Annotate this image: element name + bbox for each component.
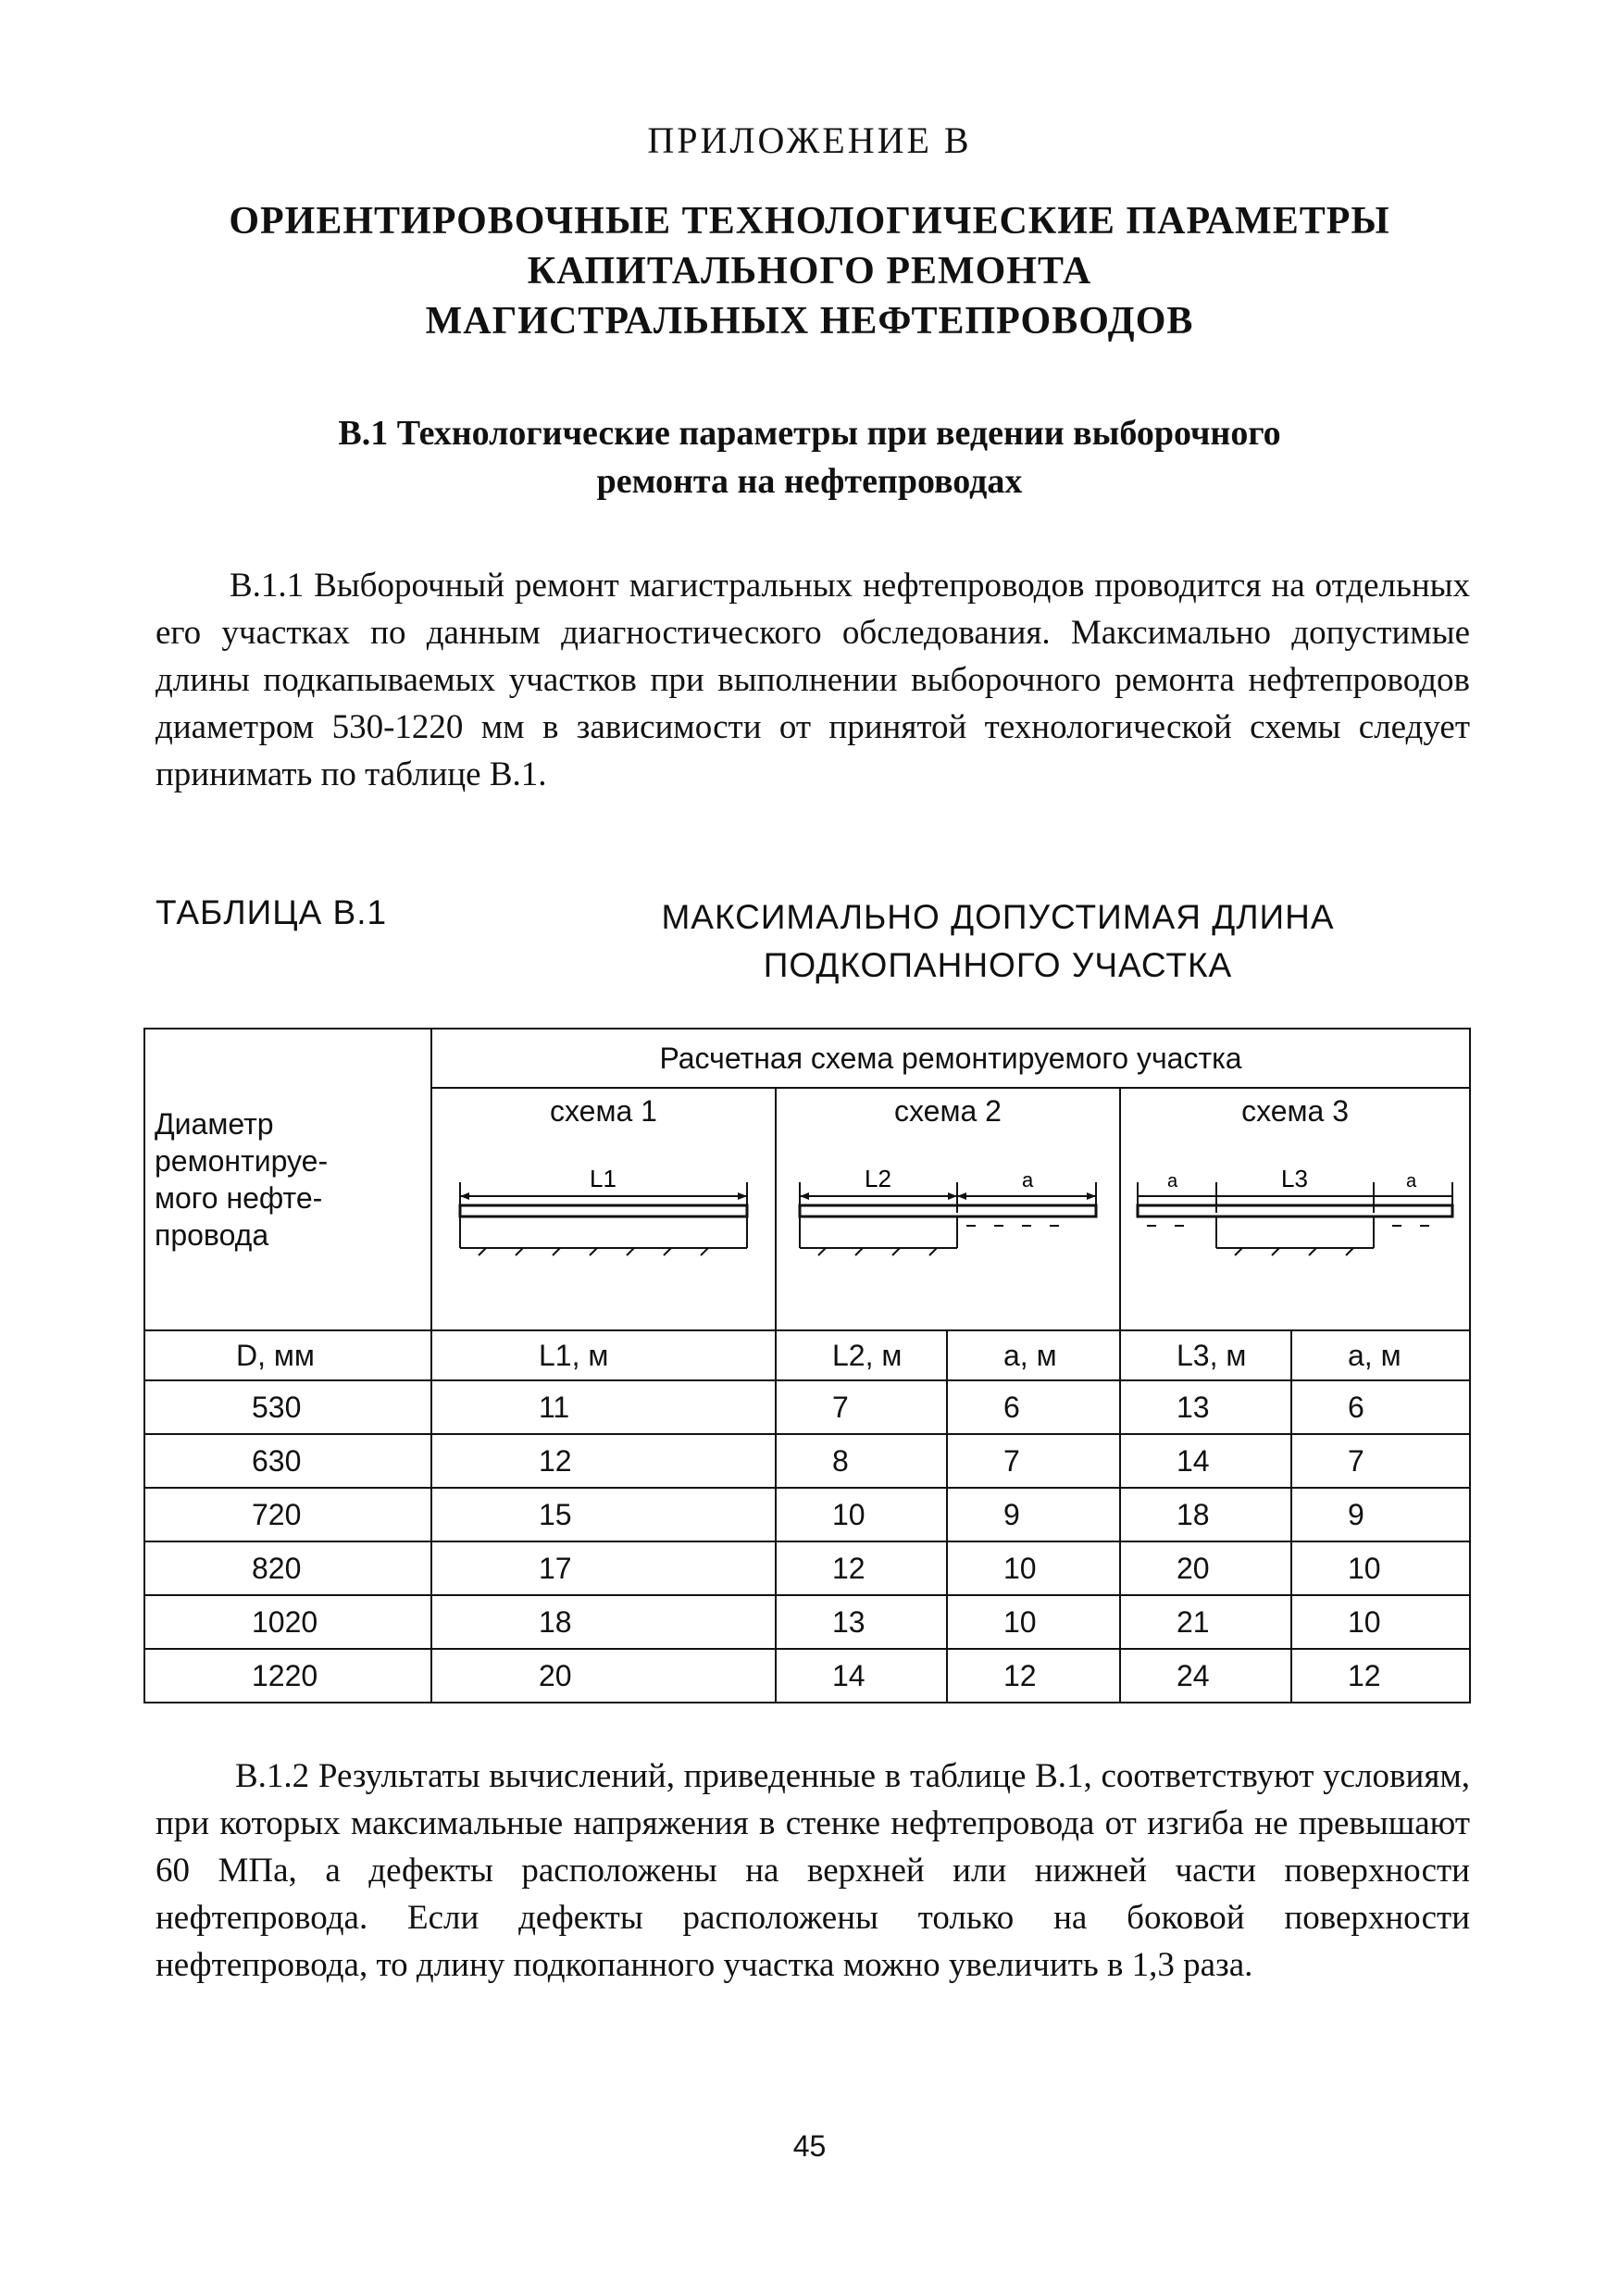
table-row bbox=[144, 1434, 1470, 1488]
table-cell: 20 bbox=[431, 1649, 776, 1703]
table-cell: 6 bbox=[947, 1380, 1120, 1434]
table-cell: 15 bbox=[431, 1488, 776, 1541]
table-cell: 14 bbox=[1120, 1434, 1291, 1488]
section-title-line-1: В.1 Технологические параметры при ведении выборочного bbox=[338, 414, 1281, 453]
header-scheme-group: Расчетная схема ремонтируемого участка bbox=[431, 1029, 1470, 1088]
table-cell: 9 bbox=[1291, 1488, 1470, 1541]
table-cell: 20 bbox=[1120, 1541, 1291, 1595]
table-cell: 10 bbox=[1291, 1541, 1470, 1595]
table-row bbox=[144, 1488, 1470, 1541]
table-row bbox=[144, 1380, 1470, 1434]
table-cell: 1020 bbox=[144, 1595, 431, 1649]
table-cell: 18 bbox=[1120, 1488, 1291, 1541]
scheme-3-dim-l3: L3 bbox=[1281, 1165, 1308, 1192]
table-cell: 530 bbox=[144, 1380, 431, 1434]
table-cell: 11 bbox=[431, 1380, 776, 1434]
unit-cell: L1, м bbox=[431, 1330, 776, 1380]
table-row bbox=[144, 1541, 1470, 1595]
scheme-2-diagram bbox=[786, 1159, 1110, 1289]
table-cell: 630 bbox=[144, 1434, 431, 1488]
main-title-line-1: ОРИЕНТИРОВОЧНЫЕ ТЕХНОЛОГИЧЕСКИЕ ПАРАМЕТРЫ bbox=[229, 200, 1390, 243]
scheme-3-diagram bbox=[1128, 1159, 1462, 1289]
table-cell: 9 bbox=[947, 1488, 1120, 1541]
table-caption-line-1: МАКСИМАЛЬНО ДОПУСТИМАЯ ДЛИНА bbox=[661, 898, 1335, 936]
scheme-2-dim-l2: L2 bbox=[865, 1165, 891, 1192]
paragraph-b11: В.1.1 Выборочный ремонт магистральных нефтепроводов проводится на отдельных его участках по данным диагностического обследования. Максимально допустимые длины подкапываемых участков при выполнении выборочного ремонта нефтепроводов диаметром 530-1220 мм в зависимости от принятой технологической схемы следует принимать по таблице В.1. bbox=[156, 567, 1470, 793]
table-caption-label: ТАБЛИЦА В.1 bbox=[156, 893, 388, 931]
header-scheme-2 bbox=[776, 1088, 1120, 1330]
header-diameter-line-1: Диаметр bbox=[155, 1107, 274, 1141]
table-cell: 14 bbox=[776, 1649, 947, 1703]
table-cell: 18 bbox=[431, 1595, 776, 1649]
table-cell: 7 bbox=[776, 1380, 947, 1434]
table-cell: 6 bbox=[1291, 1380, 1470, 1434]
table-cell: 7 bbox=[1291, 1434, 1470, 1488]
header-diameter-line-3: мого нефте- bbox=[155, 1181, 323, 1215]
table-cell: 10 bbox=[947, 1541, 1120, 1595]
table-cell: 12 bbox=[776, 1541, 947, 1595]
scheme-1-label: схема 1 bbox=[550, 1094, 657, 1128]
header-diameter-line-2: ремонтируе- bbox=[155, 1144, 329, 1178]
table-row bbox=[144, 1595, 1470, 1649]
scheme-2-label: схема 2 bbox=[894, 1094, 1002, 1128]
scheme-3-dim-a-left: a bbox=[1167, 1171, 1178, 1192]
table-cell: 10 bbox=[776, 1488, 947, 1541]
table-row bbox=[144, 1649, 1470, 1703]
section-title bbox=[120, 409, 1499, 505]
table-cell: 24 bbox=[1120, 1649, 1291, 1703]
table-cell: 13 bbox=[776, 1595, 947, 1649]
main-title bbox=[111, 196, 1508, 346]
scheme-3-label: схема 3 bbox=[1241, 1094, 1349, 1128]
table-caption-line-2: ПОДКОПАННОГО УЧАСТКА bbox=[763, 946, 1233, 984]
header-diameter bbox=[144, 1029, 431, 1330]
main-title-line-2: КАПИТАЛЬНОГО РЕМОНТА bbox=[527, 250, 1092, 293]
table-cell: 12 bbox=[431, 1434, 776, 1488]
unit-cell: D, мм bbox=[144, 1330, 431, 1380]
table-cell: 21 bbox=[1120, 1595, 1291, 1649]
table-cell: 10 bbox=[947, 1595, 1120, 1649]
header-scheme-1 bbox=[431, 1088, 776, 1330]
paragraph-b12: В.1.2 Результаты вычислений, приведенные в таблице В.1, соответствуют условиям, при которых максимальные напряжения в стенке нефтепровода от изгиба не превышают 60 МПа, а дефекты расположены на верхней или нижней части поверхности нефтепровода. Если дефекты расположены только на боковой поверхности нефтепровода, то длину подкопанного участка можно увеличить в 1,3 раза. bbox=[156, 1757, 1470, 1984]
scheme-3-dim-a-right: a bbox=[1406, 1171, 1417, 1192]
table-cell: 13 bbox=[1120, 1380, 1291, 1434]
table-cell: 10 bbox=[1291, 1595, 1470, 1649]
table-cell: 8 bbox=[776, 1434, 947, 1488]
header-scheme-3 bbox=[1120, 1088, 1470, 1330]
scheme-2-dim-a: a bbox=[1022, 1168, 1034, 1192]
table-cell: 820 bbox=[144, 1541, 431, 1595]
unit-cell: а, м bbox=[1291, 1330, 1470, 1380]
appendix-title: ПРИЛОЖЕНИЕ В bbox=[647, 119, 972, 161]
main-title-line-3: МАГИСТРАЛЬНЫХ НЕФТЕПРОВОДОВ bbox=[425, 300, 1194, 343]
table-caption-text bbox=[554, 893, 1442, 990]
parameters-table bbox=[143, 1028, 1471, 1703]
scheme-1-dim-label: L1 bbox=[590, 1165, 616, 1192]
unit-cell: а, м bbox=[947, 1330, 1120, 1380]
table-cell: 1220 bbox=[144, 1649, 431, 1703]
table-cell: 12 bbox=[947, 1649, 1120, 1703]
table-cell: 7 bbox=[947, 1434, 1120, 1488]
table-units-row bbox=[144, 1330, 1470, 1380]
unit-cell: L3, м bbox=[1120, 1330, 1291, 1380]
table-cell: 12 bbox=[1291, 1649, 1470, 1703]
page-number: 45 bbox=[792, 2129, 827, 2163]
header-diameter-line-4: провода bbox=[155, 1218, 269, 1252]
table-caption bbox=[156, 893, 1470, 995]
table-cell: 720 bbox=[144, 1488, 431, 1541]
section-title-line-2: ремонта на нефтепроводах bbox=[596, 462, 1023, 501]
unit-cell: L2, м bbox=[776, 1330, 947, 1380]
table-cell: 17 bbox=[431, 1541, 776, 1595]
table-container bbox=[143, 1028, 1469, 1703]
scheme-1-diagram bbox=[442, 1159, 766, 1289]
